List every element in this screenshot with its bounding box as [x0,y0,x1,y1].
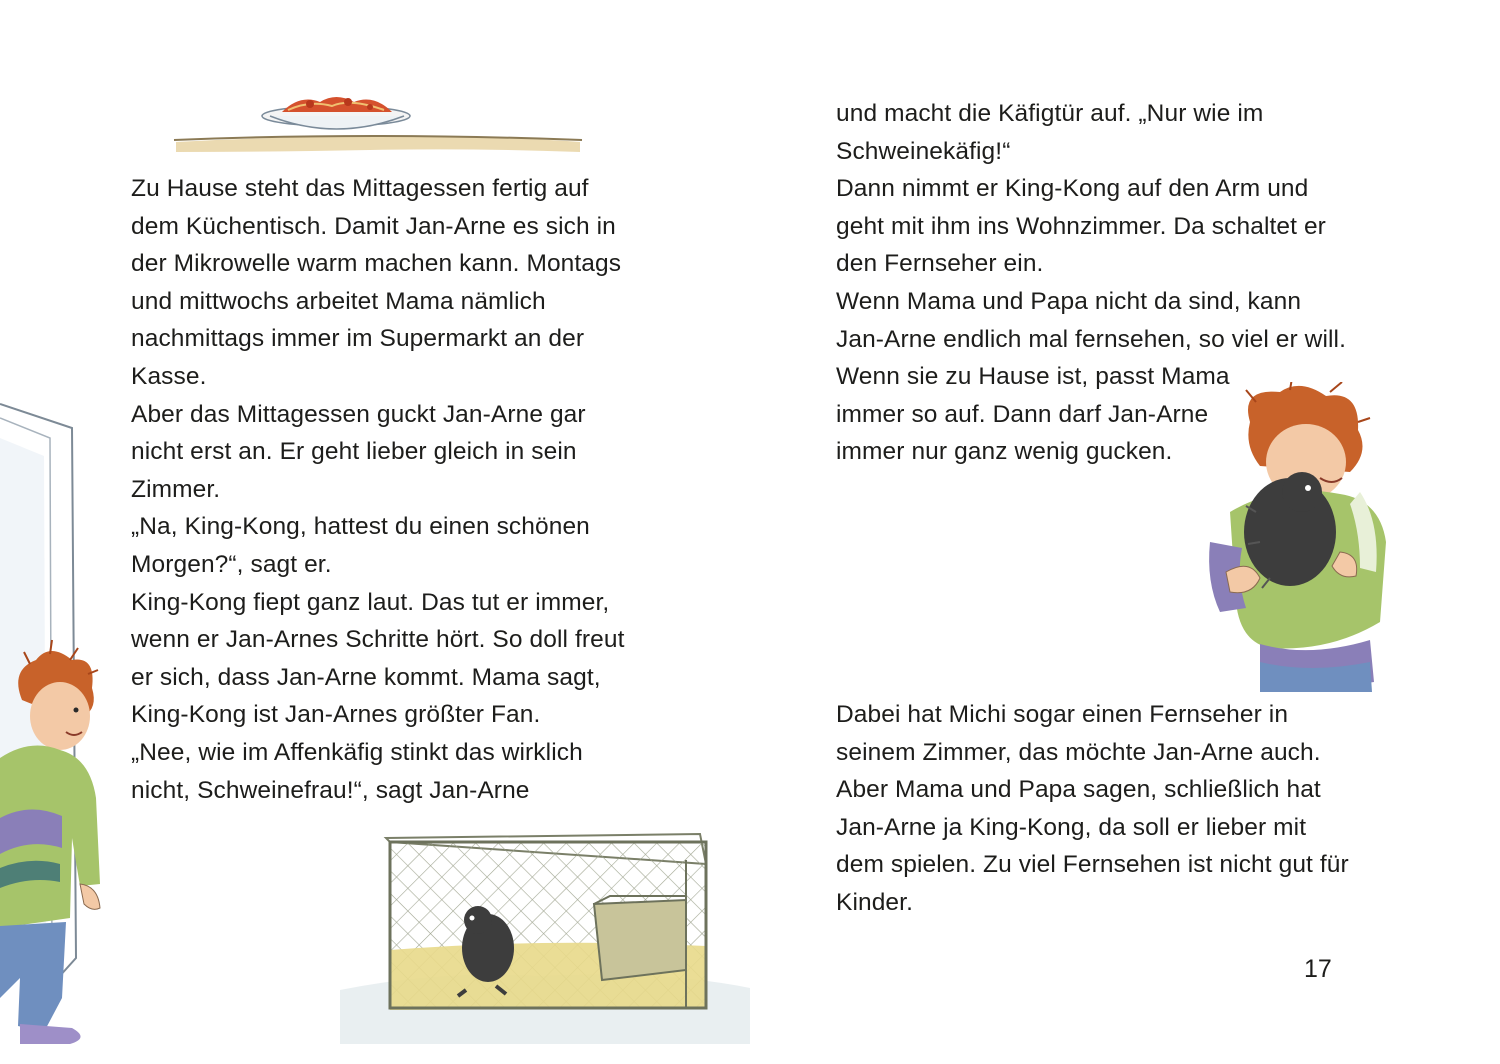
right-page-text-top: und macht die Käfigtür auf. „Nur wie im Schweinekäfig!“ Dann nimmt er King-Kong auf den Arm und geht mit ihm ins Wohnzimmer. Da schaltet er den Fernseher ein. Wenn Mama und Papa nicht da sind, kann Jan-Arne endlich mal fernsehen, so viel er will. Wenn sie zu Hause ist, passt Mama immer so auf. Dann darf Jan-Arne immer nur ganz wenig gucken. [836,100,1347,466]
right-page [750,0,1500,1064]
boy-holding-guinea-pig-illustration [1190,382,1400,692]
page-number: 17 [1304,955,1332,983]
left-page-text: Zu Hause steht das Mittagessen fertig auf dem Küchentisch. Damit Jan-Arne es sich in der Mikrowelle warm machen kann. Montags und mittwochs arbeitet Mama nämlich nachmittags immer im Supermarkt an der Kasse. Aber das Mittagessen guckt Jan-Arne gar nicht erst an. Er geht lieber gleich in sein Zimmer. „Na, King-Kong, hattest du einen schönen Morgen?“, sagt er. King-Kong fiept ganz laut. Das tut er immer, wenn er Jan-Arnes Schritte hört. So doll freut er sich, dass Jan-Arne kommt. Mama sagt, King-Kong ist Jan-Arnes größter Fan. „Nee, wie im Affenkäfig stinkt das wirklich nicht, Schweinefrau!“, sagt Jan-Arne [131,175,625,804]
cage-illustration [340,820,750,1044]
right-page-text-bottom: Dabei hat Michi sogar einen Fernseher in seinem Zimmer, das möchte Jan-Arne auch. Aber Mama und Papa sagen, schließlich hat Jan-Arne ja King-Kong, da soll er lieber mit dem spielen. Zu viel Fernsehen ist nicht gut für Kinder. [836,701,1349,916]
plate-illustration [170,92,590,158]
boy-peeking-illustration [0,398,140,1046]
